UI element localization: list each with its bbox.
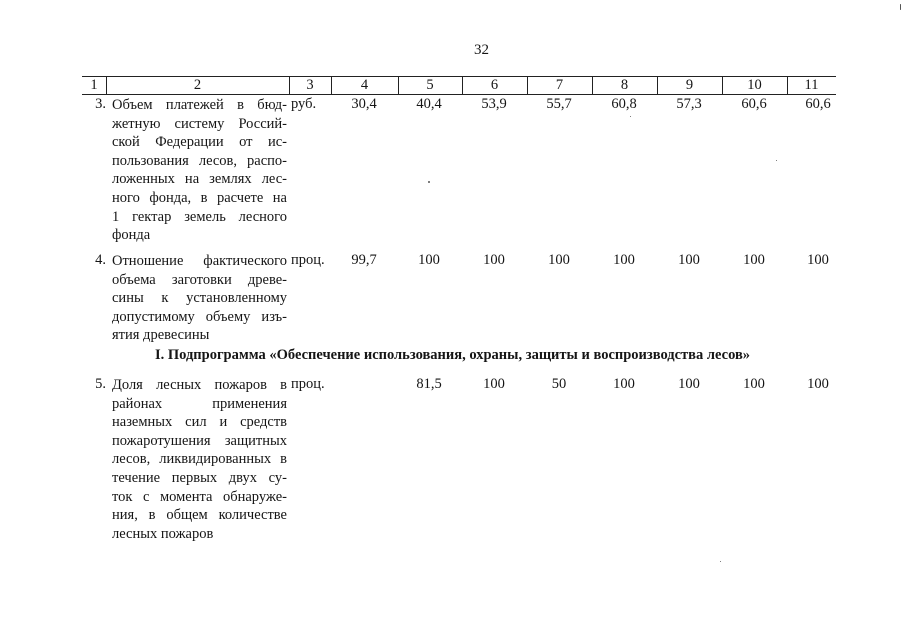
indicator-line: пожаротушения защитных — [112, 432, 287, 449]
row-number: 5. — [95, 376, 106, 392]
indicator-line: допустимому объему изъ- — [112, 308, 287, 325]
column-header: 1 — [90, 77, 98, 93]
unit-cell: проц. — [291, 376, 325, 392]
indicator-line: районах применения — [112, 395, 287, 412]
section-title: I. Подпрограмма «Обеспечение использования, охраны, защиты и воспроизводства лесов» — [154, 347, 751, 363]
indicator-line: сины к установленному — [112, 290, 287, 307]
value-cell: 60,8 — [611, 96, 637, 112]
value-cell: 100 — [807, 252, 829, 268]
row-number: 3. — [95, 96, 106, 112]
column-header: 6 — [490, 77, 499, 93]
indicator-line: лесов, ликвидированных в — [112, 451, 287, 468]
indicator-line: пользования лесов, распо- — [112, 152, 287, 169]
unit-cell: проц. — [291, 252, 325, 268]
scan-speck — [428, 181, 430, 183]
indicator-name — [112, 252, 287, 345]
value-cell: 100 — [483, 376, 505, 392]
indicator-line: течение первых двух су- — [112, 469, 287, 486]
indicator-line: ской Федерации от ис- — [112, 134, 287, 151]
indicator-line: жетную систему Россий- — [112, 115, 287, 132]
indicator-line: ятия древесины — [112, 327, 210, 344]
value-cell: 60,6 — [805, 96, 831, 112]
row-number: 4. — [95, 252, 106, 268]
value-cell: 100 — [678, 376, 700, 392]
value-cell: 100 — [678, 252, 700, 268]
value-cell: 55,7 — [546, 96, 572, 112]
indicator-line: 1 гектар земель лесного — [112, 208, 287, 225]
scan-speck — [776, 160, 777, 161]
value-cell: 40,4 — [416, 96, 442, 112]
indicator-name — [112, 96, 287, 245]
value-cell: 100 — [613, 252, 635, 268]
indicator-line: объема заготовки древе- — [112, 271, 287, 288]
value-cell: 30,4 — [351, 96, 377, 112]
indicator-line: ния, в общем количестве — [112, 507, 287, 524]
indicator-line: ток с момента обнаруже- — [112, 488, 287, 505]
value-cell: 60,6 — [741, 96, 767, 112]
value-cell: 57,3 — [676, 96, 702, 112]
value-cell: 100 — [613, 376, 635, 392]
indicator-line: Отношение фактического — [112, 253, 287, 269]
value-cell: 100 — [548, 252, 570, 268]
scan-speck — [630, 116, 631, 117]
value-cell: 50 — [551, 376, 567, 392]
table-header-bottom-border — [82, 94, 836, 95]
value-cell: 100 — [807, 376, 829, 392]
scan-speck — [720, 561, 721, 562]
value-cell: 53,9 — [481, 96, 507, 112]
indicator-line: Объем платежей в бюд- — [112, 97, 287, 113]
indicator-name — [112, 376, 287, 543]
indicator-line: наземных сил и средств — [112, 414, 287, 431]
value-cell: 100 — [418, 252, 440, 268]
column-header: 7 — [555, 77, 564, 93]
column-header: 10 — [747, 77, 762, 93]
column-header: 2 — [193, 77, 202, 93]
value-cell: 81,5 — [416, 376, 442, 392]
unit-cell: руб. — [291, 96, 317, 112]
value-cell: 100 — [743, 376, 765, 392]
value-cell: 99,7 — [351, 252, 377, 268]
indicator-line: лесных пожаров — [112, 525, 214, 542]
column-header: 4 — [360, 77, 369, 93]
value-cell: 100 — [483, 252, 505, 268]
column-header: 9 — [685, 77, 694, 93]
value-cell: 100 — [743, 252, 765, 268]
page-number: 32 — [474, 42, 489, 58]
column-header: 5 — [426, 77, 434, 93]
indicator-line: Доля лесных пожаров в — [112, 377, 287, 393]
scan-speck — [900, 4, 901, 10]
column-header: 11 — [804, 77, 819, 93]
indicator-line: фонда — [112, 227, 151, 244]
column-header: 3 — [306, 77, 314, 93]
column-header: 8 — [620, 77, 629, 93]
indicator-line: ного фонда, в расчете на — [112, 189, 287, 206]
indicator-line: ложенных на землях лес- — [112, 171, 287, 188]
